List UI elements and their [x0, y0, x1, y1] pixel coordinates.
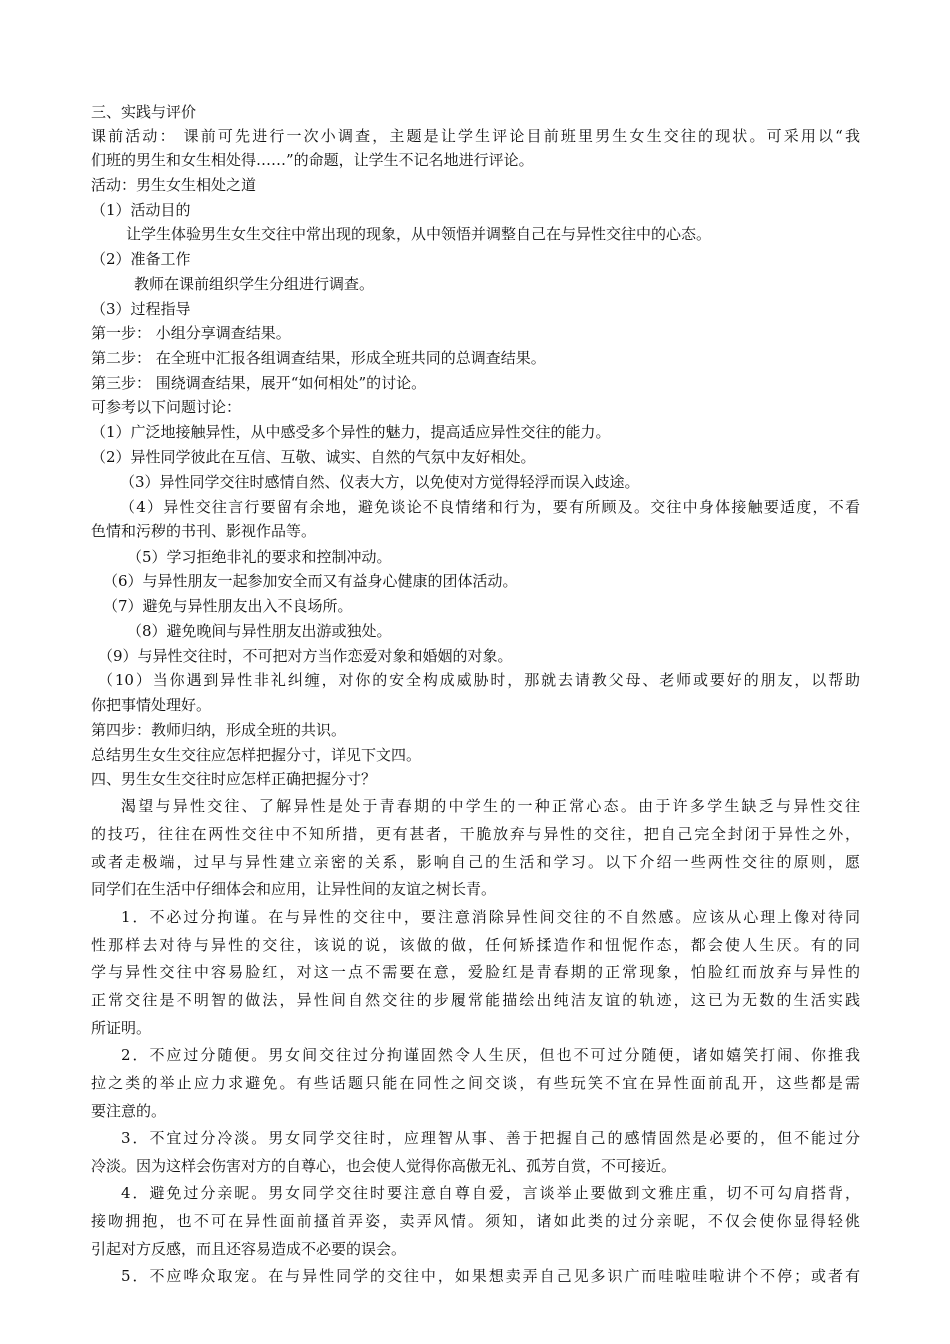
principle-3-line-2: 冷淡。因为这样会伤害对方的自尊心，也会使人觉得你高傲无礼、孤芳自赏，不可接近。: [91, 1157, 677, 1175]
step-2: 第二步： 在全班中汇报各组调查结果，形成全班共同的总调查结果。: [91, 349, 546, 367]
pre-activity-line-1: 课前活动： 课前可先进行一次小调查，主题是让学生评论目前班里男生女生交往的现状。可采用以“我: [91, 127, 860, 145]
process-heading: （3）过程指导: [91, 300, 191, 318]
principle-3-line-1: 3．不宜过分冷淡。男女同学交往时，应理智从事、善于把握自己的感情固然是必要的，但不能过分: [121, 1129, 860, 1147]
question-10-line-1: （10）当你遇到异性非礼纠缠，对你的安全构成威胁时，那就去请教父母、老师或要好的朋友，以帮助: [98, 671, 860, 689]
intro-line-3: 或者走极端，过早与异性建立亲密的关系，影响自己的生活和学习。以下介绍一些两性交往的原则，愿: [91, 853, 860, 871]
principle-4-line-1: 4．避免过分亲昵。男女同学交往时要注意自尊自爱，言谈举止要做到文雅庄重，切不可勾肩搭背，: [121, 1184, 860, 1202]
pre-activity-line-2: 们班的男生和女生相处得……”的命题，让学生不记名地进行评论。: [91, 151, 534, 169]
goal-heading: （1）活动目的: [91, 201, 191, 219]
question-1: （1）广泛地接触异性，从中感受多个异性的魅力，提高适应异性交往的能力。: [91, 423, 611, 441]
principle-1-line-1: 1．不必过分拘谨。在与异性的交往中，要注意消除异性间交往的不自然感。应该从心理上像对待同: [121, 908, 860, 926]
intro-line-4: 同学们在生活中仔细体会和应用，让异性间的友谊之树长青。: [91, 880, 497, 898]
intro-line-1: 渴望与异性交往、了解异性是处于青春期的中学生的一种正常心态。由于许多学生缺乏与异性交往: [121, 797, 860, 815]
activity-title: 活动：男生女生相处之道: [91, 176, 257, 194]
principle-5-line-1: 5．不应哗众取宠。在与异性同学的交往中，如果想卖弄自己见多识广而哇啦哇啦讲个不停；或者有: [121, 1267, 860, 1285]
principle-2-line-1: 2．不应过分随便。男女间交往过分拘谨固然令人生厌，但也不可过分随便，诸如嬉笑打闹、你推我: [121, 1046, 860, 1064]
prep-heading: （2）准备工作: [91, 250, 191, 268]
question-6: （6）与异性朋友一起参加安全而又有益身心健康的团体活动。: [103, 572, 518, 590]
question-5: （5）学习拒绝非礼的要求和控制冲动。: [127, 548, 392, 566]
question-7: （7）避免与异性朋友出入不良场所。: [103, 597, 353, 615]
section-3-heading: 三、实践与评价: [91, 103, 197, 121]
principle-2-line-3: 要注意的。: [91, 1102, 167, 1120]
principle-1-line-4: 正常交往是不明智的做法，异性间自然交往的步履常能描绘出纯洁友谊的轨迹，这已为无数的生活实践: [91, 991, 860, 1009]
principle-1-line-2: 性那样去对待与异性的交往，该说的说，该做的做，任何矫揉造作和忸怩作态，都会使人生厌。有的同: [91, 936, 860, 954]
principle-1-line-5: 所证明。: [91, 1019, 152, 1037]
step-3: 第三步： 围绕调查结果，展开“如何相处”的讨论。: [91, 374, 427, 392]
step-4: 第四步：教师归纳，形成全班的共识。: [91, 721, 347, 739]
principle-4-line-3: 引起对方反感，而且还容易造成不必要的误会。: [91, 1240, 407, 1258]
question-3: （3）异性同学交往时感情自然、仪表大方，以免使对方觉得轻浮而误入歧途。: [120, 473, 640, 491]
discuss-intro: 可参考以下问题讨论：: [91, 398, 242, 416]
question-8: （8）避免晚间与异性朋友出游或独处。: [127, 622, 392, 640]
question-4-line-2: 色情和污秽的书刊、影视作品等。: [91, 522, 317, 540]
question-9: （9）与异性交往时，不可把对方当作恋爱对象和婚姻的对象。: [98, 647, 513, 665]
intro-line-2: 的技巧，往往在两性交往中不知所措，更有甚者，干脆放弃与异性的交往，把自己完全封闭于异性之外，: [91, 825, 860, 843]
summary: 总结男生女生交往应怎样把握分寸，详见下文四。: [91, 746, 422, 764]
step-1: 第一步： 小组分享调查结果。: [91, 324, 291, 342]
question-10-line-2: 你把事情处理好。: [91, 696, 212, 714]
principle-4-line-2: 接吻拥抱，也不可在异性面前搔首弄姿，卖弄风情。须知，诸如此类的过分亲昵，不仅会使你显得轻佻: [91, 1212, 860, 1230]
goal-text: 让学生体验男生女生交往中常出现的现象，从中领悟并调整自己在与异性交往中的心态。: [126, 225, 712, 243]
question-4-line-1: （4）异性交往言行要留有余地，避免谈论不良情绪和行为，要有所顾及。交往中身体接触要适度，不看: [120, 498, 860, 516]
principle-1-line-3: 学与异性交往中容易脸红，对这一点不需要在意，爱脸红是青春期的正常现象，怕脸红而放弃与异性的: [91, 963, 860, 981]
principle-2-line-2: 拉之类的举止应力求避免。有些话题只能在同性之间交谈，有些玩笑不宜在异性面前乱开，这些都是需: [91, 1074, 860, 1092]
section-4-heading: 四、男生女生交往时应怎样正确把握分寸？: [91, 770, 377, 788]
prep-text: 教师在课前组织学生分组进行调查。: [134, 275, 375, 293]
question-2: （2）异性同学彼此在互信、互敬、诚实、自然的气氛中友好相处。: [91, 448, 536, 466]
